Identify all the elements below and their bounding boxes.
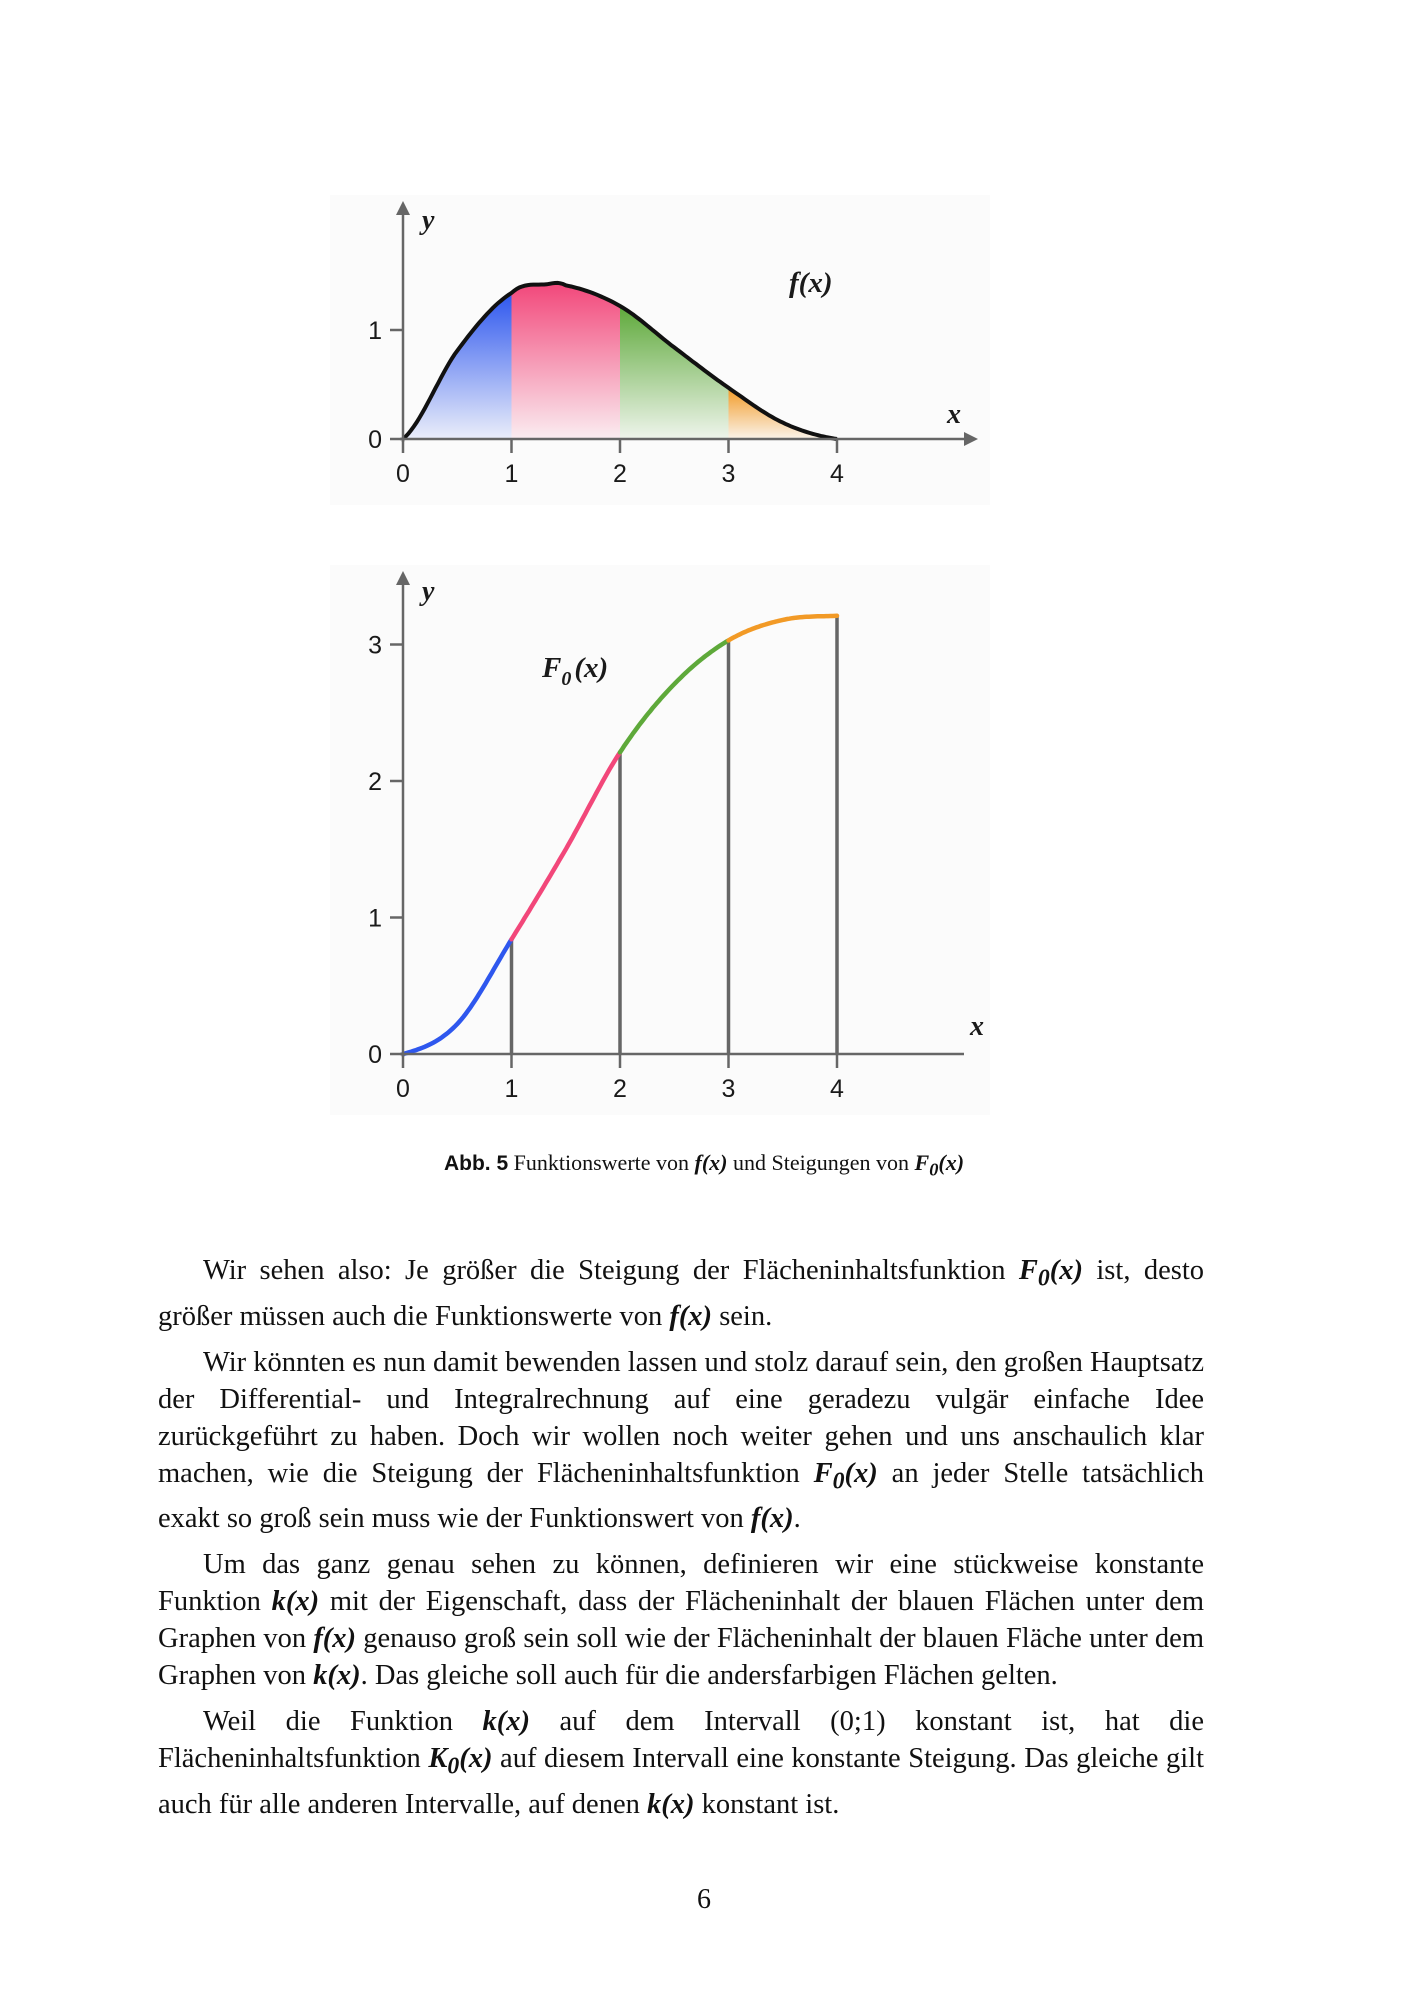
x-tick-label: 0 (396, 1075, 410, 1103)
page-number: 6 (697, 1884, 711, 1915)
figure-caption: Abb. 5 Funktionswerte von f(x) und Steigungen von $F_0(x)$ (443, 1150, 965, 1180)
caption-label: Abb. 5 (443, 1152, 509, 1175)
y-axis-label: y (422, 205, 435, 236)
area-region-2 (512, 283, 621, 439)
y-axis-label: y (422, 576, 435, 607)
x-tick-label: 0 (396, 460, 410, 488)
y-tick-label: 1 (368, 317, 382, 345)
y-tick-label: 0 (368, 426, 382, 454)
x-tick-label: 4 (830, 460, 844, 488)
y-tick-label: 1 (368, 904, 382, 933)
y-tick-label: 0 (368, 1041, 382, 1069)
y-tick-label: 2 (368, 768, 382, 796)
chart-f-of-x (330, 195, 990, 505)
x-tick-label: 1 (504, 1075, 519, 1103)
x-tick-label: 1 (504, 460, 519, 488)
f-function-label: f(x) (789, 267, 833, 299)
x-tick-label: 4 (830, 1075, 844, 1103)
y-tick-label: 3 (368, 631, 382, 660)
paragraph-1: Wir sehen also: Je größer die Steigung der Flächeninhaltsfunktion $F_0(x)$ ist, desto größer müssen auch die Funktionswerte von f(x) sein. (158, 1255, 1204, 1332)
paragraph-4: Weil die Funktion k(x) auf dem Intervall (0;1) konstant ist, hat die Flächeninhaltsfunktion $K_0(x)$ auf diesem Intervall eine konstante Steigung. Das gleiche gilt auch für alle anderen Intervalle, auf denen k(x) konstant ist. (158, 1706, 1205, 1821)
chart-F0-of-x (330, 565, 990, 1115)
body-text (158, 1252, 1204, 1832)
paragraph-3: Um das ganz genau sehen zu können, definieren wir eine stückweise konstante Funktion k(x) mit der Eigenschaft, dass der Flächeninhalt der blauen Flächen unter dem Graphen von f(x) genauso groß sein soll wie der Flächeninhalt der blauen Fläche unter dem Graphen von k(x). Das gleiche soll auch für die andersfarbigen Flächen gelten. (158, 1549, 1205, 1692)
x-axis-label: x (970, 1011, 984, 1042)
x-tick-label: 2 (613, 460, 627, 488)
F0-function-label: $F_0$ (x) (542, 652, 609, 690)
paragraph-2: Wir könnten es nun damit bewenden lassen und stolz darauf sein, den großen Hauptsatz der Differential- und Integralrechnung auf eine geradezu vulgär einfache Idee zurückgeführt zu haben. Doch wir wollen noch weiter gehen und uns anschaulich klar machen, wie die Steigung der Flächeninhaltsfunktion $F_0(x)$ an jeder Stelle tatsächlich exakt so groß sein muss wie der Funktionswert von f(x). (158, 1346, 1204, 1535)
x-tick-label: 3 (721, 1075, 736, 1103)
x-tick-label: 2 (613, 1075, 627, 1103)
x-axis-label: x (947, 399, 961, 430)
x-tick-label: 3 (721, 460, 736, 488)
